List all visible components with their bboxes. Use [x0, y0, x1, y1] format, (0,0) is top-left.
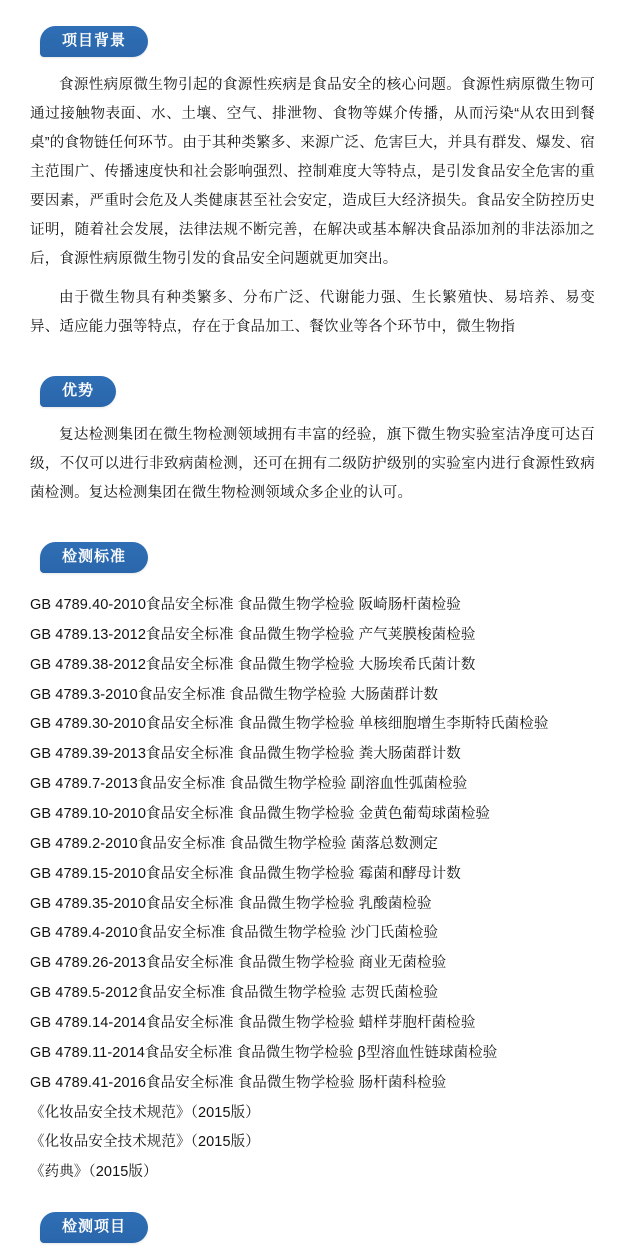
list-item: GB 4789.10-2010食品安全标准 食品微生物学检验 金黄色葡萄球菌检验	[30, 806, 491, 823]
section-advantage-tag-wrap	[40, 376, 603, 407]
section-heading-items: 检测项目	[40, 1212, 148, 1243]
section-heading-advantage: 优势	[40, 376, 116, 407]
list-item: GB 4789.35-2010食品安全标准 食品微生物学检验 乳酸菌检验	[30, 895, 432, 912]
section-items	[22, 1212, 603, 1243]
paragraph-gap	[30, 274, 595, 284]
advantage-paragraph-1: 复达检测集团在微生物检测领域拥有丰富的经验，旗下微生物实验室洁净度可达百级，不仅可以进行非致病菌检测，还可在拥有二级防护级别的实验室内进行食源性致病菌检测。复达检测集团在微生物检测领域众多企业的认可。	[30, 427, 595, 501]
list-item: GB 4789.13-2012食品安全标准 食品微生物学检验 产气荚膜梭菌检验	[30, 626, 476, 643]
list-item: GB 4789.38-2012食品安全标准 食品微生物学检验 大肠埃希氏菌计数	[30, 656, 476, 673]
section-heading-standards: 检测标准	[40, 542, 148, 573]
list-item: GB 4789.30-2010食品安全标准 食品微生物学检验 单核细胞增生李斯特氏菌检验	[30, 716, 549, 733]
list-item: 《化妆品安全技术规范》（2015版）	[30, 1104, 260, 1121]
section-gap-1	[22, 342, 603, 376]
list-item: 《化妆品安全技术规范》（2015版）	[30, 1134, 260, 1151]
standards-list	[22, 591, 603, 1188]
list-item: GB 4789.39-2013食品安全标准 食品微生物学检验 粪大肠菌群计数	[30, 746, 461, 763]
background-paragraph-1: 食源性病原微生物引起的食源性疾病是食品安全的核心问题。食源性病原微生物可通过接触物表面、水、土壤、空气、排泄物、食物等媒介传播，从而污染“从农田到餐桌”的食物链任何环节。由于其种类繁多、来源广泛、危害巨大，并具有群发、爆发、宿主范围广、传播速度快和社会影响强烈、控制难度大等特点，是引发食品安全危害的重要因素，严重时会危及人类健康甚至社会安定，造成巨大经济损失。食品安全防控历史证明，随着社会发展，法律法规不断完善，在解决或基本解决食品添加剂的非法添加之后，食源性病原微生物引发的食品安全问题就更加突出。	[30, 77, 596, 267]
top-spacer	[22, 0, 603, 12]
list-item: GB 4789.26-2013食品安全标准 食品微生物学检验 商业无菌检验	[30, 955, 447, 972]
advantage-paragraphs	[22, 421, 603, 508]
section-advantage	[22, 376, 603, 508]
section-background-tag-wrap	[40, 26, 603, 57]
list-item: 《药典》（2015版）	[30, 1164, 158, 1181]
list-item: GB 4789.14-2014食品安全标准 食品微生物学检验 蜡样芽胞杆菌检验	[30, 1015, 476, 1032]
section-items-tag-wrap	[40, 1212, 603, 1243]
list-item: GB 4789.40-2010食品安全标准 食品微生物学检验 阪崎肠杆菌检验	[30, 597, 461, 613]
list-item: GB 4789.11-2014食品安全标准 食品微生物学检验 β型溶血性链球菌检验	[30, 1044, 498, 1061]
list-item: GB 4789.3-2010食品安全标准 食品微生物学检验 大肠菌群计数	[30, 686, 439, 703]
section-gap-2	[22, 508, 603, 542]
background-paragraphs	[22, 71, 603, 342]
list-item: GB 4789.4-2010食品安全标准 食品微生物学检验 沙门氏菌检验	[30, 925, 439, 942]
list-item: GB 4789.7-2013食品安全标准 食品微生物学检验 副溶血性弧菌检验	[30, 776, 468, 793]
list-item: GB 4789.41-2016食品安全标准 食品微生物学检验 肠杆菌科检验	[30, 1074, 447, 1091]
list-item: GB 4789.5-2012食品安全标准 食品微生物学检验 志贺氏菌检验	[30, 985, 439, 1002]
background-paragraph-2: 由于微生物具有种类繁多、分布广泛、代谢能力强、生长繁殖快、易培养、易变异、适应能力强等特点，存在于食品加工、餐饮业等各个环节中，微生物指	[30, 290, 595, 335]
list-item: GB 4789.2-2010食品安全标准 食品微生物学检验 菌落总数测定	[30, 835, 439, 852]
section-heading-background: 项目背景	[40, 26, 148, 57]
section-standards-tag-wrap	[40, 542, 603, 573]
section-standards	[22, 542, 603, 1188]
section-background	[22, 12, 603, 342]
section-gap-3	[22, 1188, 603, 1212]
list-item: GB 4789.15-2010食品安全标准 食品微生物学检验 霉菌和酵母计数	[30, 865, 461, 882]
